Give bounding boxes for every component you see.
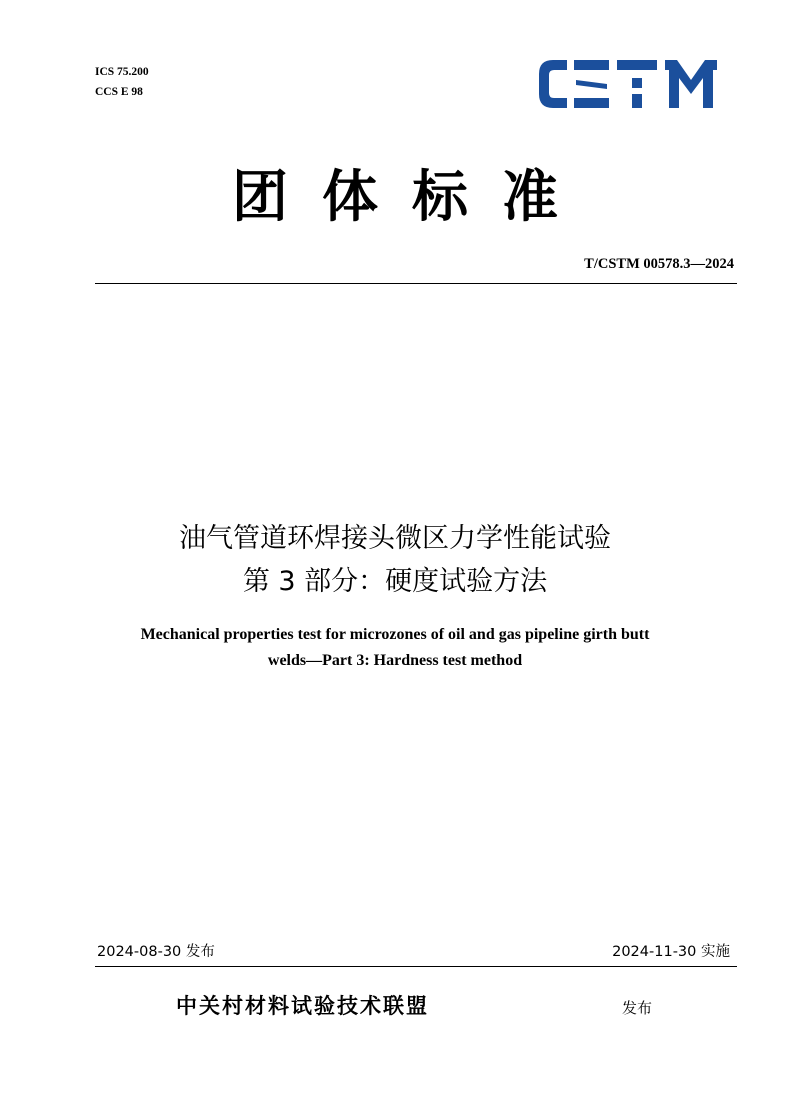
issue-date: 2024-08-30 发布 xyxy=(97,944,215,960)
ics-code: ICS 75.200 xyxy=(95,66,149,78)
publish-label: 发布 xyxy=(622,999,653,1017)
footer-divider xyxy=(95,966,737,967)
classification-codes xyxy=(95,62,149,102)
publisher-name: 中关村材料试验技术联盟 xyxy=(176,994,429,1018)
implementation-date: 2024-11-30 实施 xyxy=(612,944,730,960)
header-divider xyxy=(95,283,737,284)
standard-number: T/CSTM 00578.3—2024 xyxy=(584,256,734,272)
cstm-logo xyxy=(537,58,719,110)
english-title-line-1: Mechanical properties test for microzones of oil and gas pipeline girth butt xyxy=(140,626,650,643)
document-type-heading: 团体标准 xyxy=(232,165,592,230)
english-title-line-2: welds—Part 3: Hardness test method xyxy=(267,652,523,669)
chinese-title-line-2: 第 3 部分：硬度试验方法 xyxy=(242,566,548,597)
ccs-code: CCS E 98 xyxy=(95,86,143,98)
chinese-title-line-1: 油气管道环焊接头微区力学性能试验 xyxy=(179,523,611,554)
